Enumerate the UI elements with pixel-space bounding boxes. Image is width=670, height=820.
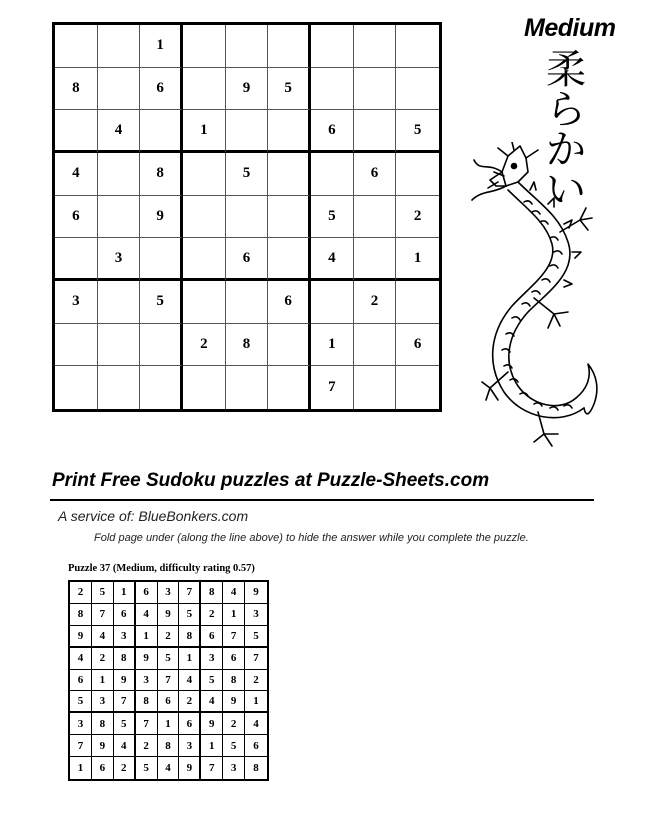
answer-cell: 6: [70, 670, 92, 692]
sudoku-cell: 4: [311, 238, 354, 281]
answer-cell: 3: [70, 713, 92, 735]
sudoku-cell: 3: [98, 238, 141, 281]
sudoku-cell: [226, 110, 269, 153]
answer-cell: 9: [70, 626, 92, 648]
sudoku-cell: 1: [183, 110, 226, 153]
answer-cell: 7: [158, 670, 180, 692]
fold-line: [50, 499, 594, 501]
dragon-illustration: [468, 142, 608, 462]
answer-cell: 7: [245, 648, 267, 670]
kanji-char: ら: [546, 87, 586, 133]
sudoku-cell: [268, 366, 311, 409]
sudoku-cell: [311, 25, 354, 68]
sudoku-cell: 6: [55, 196, 98, 239]
sudoku-cell: [354, 366, 397, 409]
answer-cell: 2: [179, 691, 201, 713]
answer-title: Puzzle 37 (Medium, difficulty rating 0.57): [68, 563, 255, 574]
answer-cell: 2: [114, 757, 136, 779]
answer-cell: 5: [201, 670, 223, 692]
answer-cell: 6: [179, 713, 201, 735]
sudoku-cell: 6: [226, 238, 269, 281]
sudoku-cell: [311, 153, 354, 196]
answer-cell: 9: [114, 670, 136, 692]
sudoku-cell: [55, 110, 98, 153]
sudoku-cell: [396, 281, 439, 324]
sudoku-cell: [183, 366, 226, 409]
answer-cell: 8: [179, 626, 201, 648]
sudoku-cell: [268, 110, 311, 153]
answer-cell: 3: [92, 691, 114, 713]
sudoku-cell: [55, 25, 98, 68]
answer-cell: 6: [223, 648, 245, 670]
answer-cell: 5: [245, 626, 267, 648]
answer-cell: 9: [136, 648, 158, 670]
answer-cell: 5: [136, 757, 158, 779]
answer-cell: 4: [245, 713, 267, 735]
answer-cell: 6: [136, 582, 158, 604]
sudoku-cell: [396, 25, 439, 68]
answer-cell: 7: [136, 713, 158, 735]
answer-cell: 4: [92, 626, 114, 648]
sudoku-cell: [311, 68, 354, 111]
sudoku-cell: [354, 25, 397, 68]
answer-cell: 9: [92, 735, 114, 757]
answer-grid: [68, 580, 269, 781]
answer-cell: 7: [223, 626, 245, 648]
sudoku-puzzle-grid: [52, 22, 442, 412]
sudoku-cell: [183, 153, 226, 196]
answer-cell: 2: [223, 713, 245, 735]
sudoku-cell: [268, 324, 311, 367]
sudoku-cell: [98, 324, 141, 367]
answer-cell: 1: [158, 713, 180, 735]
sudoku-cell: [183, 68, 226, 111]
sudoku-cell: [140, 110, 183, 153]
sudoku-cell: [98, 366, 141, 409]
sudoku-cell: [268, 196, 311, 239]
sudoku-cell: [354, 110, 397, 153]
answer-cell: 9: [179, 757, 201, 779]
answer-cell: 6: [158, 691, 180, 713]
sudoku-cell: [268, 238, 311, 281]
difficulty-label: Medium: [524, 14, 616, 42]
answer-cell: 2: [245, 670, 267, 692]
sudoku-cell: [55, 366, 98, 409]
sudoku-cell: 8: [55, 68, 98, 111]
answer-cell: 6: [114, 604, 136, 626]
sudoku-cell: 2: [354, 281, 397, 324]
answer-cell: 7: [70, 735, 92, 757]
sudoku-cell: 4: [55, 153, 98, 196]
answer-cell: 4: [114, 735, 136, 757]
sudoku-cell: [98, 68, 141, 111]
answer-cell: 6: [245, 735, 267, 757]
answer-cell: 3: [179, 735, 201, 757]
answer-cell: 3: [223, 757, 245, 779]
answer-cell: 6: [201, 626, 223, 648]
sudoku-cell: [55, 324, 98, 367]
answer-cell: 1: [136, 626, 158, 648]
answer-cell: 7: [179, 582, 201, 604]
sudoku-cell: 6: [311, 110, 354, 153]
kanji-char: 柔: [546, 47, 586, 93]
sudoku-cell: 1: [140, 25, 183, 68]
sudoku-cell: [183, 25, 226, 68]
sudoku-cell: [396, 68, 439, 111]
answer-cell: 5: [114, 713, 136, 735]
answer-cell: 1: [245, 691, 267, 713]
sudoku-cell: [140, 238, 183, 281]
sudoku-cell: [268, 153, 311, 196]
answer-cell: 5: [92, 582, 114, 604]
answer-cell: 8: [158, 735, 180, 757]
answer-cell: 5: [70, 691, 92, 713]
sudoku-cell: [98, 281, 141, 324]
answer-cell: 8: [70, 604, 92, 626]
answer-cell: 2: [136, 735, 158, 757]
sudoku-cell: 7: [311, 366, 354, 409]
sudoku-cell: [183, 281, 226, 324]
service-credit: A service of: BlueBonkers.com: [58, 508, 249, 524]
answer-cell: 9: [223, 691, 245, 713]
sudoku-cell: [226, 366, 269, 409]
sudoku-cell: 5: [311, 196, 354, 239]
answer-cell: 8: [114, 648, 136, 670]
sudoku-cell: 3: [55, 281, 98, 324]
answer-cell: 8: [201, 582, 223, 604]
sudoku-cell: 8: [140, 153, 183, 196]
answer-cell: 1: [201, 735, 223, 757]
answer-cell: 6: [92, 757, 114, 779]
answer-cell: 1: [92, 670, 114, 692]
sudoku-cell: 6: [396, 324, 439, 367]
sudoku-cell: 2: [183, 324, 226, 367]
sudoku-cell: [354, 324, 397, 367]
sudoku-cell: [140, 366, 183, 409]
answer-cell: 5: [179, 604, 201, 626]
answer-cell: 7: [201, 757, 223, 779]
answer-cell: 1: [114, 582, 136, 604]
sudoku-cell: [396, 153, 439, 196]
sudoku-cell: [226, 281, 269, 324]
sudoku-cell: 6: [354, 153, 397, 196]
sudoku-cell: 8: [226, 324, 269, 367]
answer-cell: 3: [136, 670, 158, 692]
sudoku-cell: [268, 25, 311, 68]
sudoku-cell: [98, 196, 141, 239]
sudoku-cell: 5: [268, 68, 311, 111]
answer-cell: 9: [158, 604, 180, 626]
sudoku-cell: [396, 366, 439, 409]
answer-cell: 1: [70, 757, 92, 779]
answer-cell: 8: [253, 762, 259, 775]
answer-cell: 9: [201, 713, 223, 735]
answer-cell: 2: [70, 582, 92, 604]
sudoku-cell: 5: [226, 153, 269, 196]
answer-cell: 3: [114, 626, 136, 648]
sudoku-cell: 9: [226, 68, 269, 111]
sudoku-cell: 4: [98, 110, 141, 153]
sudoku-cell: [140, 324, 183, 367]
answer-cell: 8: [223, 670, 245, 692]
answer-cell: 2: [201, 604, 223, 626]
sudoku-cell: 1: [396, 238, 439, 281]
sudoku-cell: 5: [396, 110, 439, 153]
answer-cell: 4: [136, 604, 158, 626]
answer-cell: 1: [179, 648, 201, 670]
sudoku-cell: [354, 196, 397, 239]
answer-cell: 8: [92, 713, 114, 735]
promo-text: Print Free Sudoku puzzles at Puzzle-Sheets.com: [52, 470, 490, 491]
sudoku-cell: 5: [140, 281, 183, 324]
answer-cell: 4: [179, 670, 201, 692]
answer-cell: 4: [223, 582, 245, 604]
sudoku-cell: [183, 196, 226, 239]
sudoku-cell: 6: [140, 68, 183, 111]
sudoku-cell: [226, 25, 269, 68]
answer-cell: 3: [245, 604, 267, 626]
answer-cell: 3: [201, 648, 223, 670]
answer-cell: 1: [223, 604, 245, 626]
answer-cell: 5: [158, 648, 180, 670]
sudoku-cell: [98, 25, 141, 68]
sudoku-cell: [226, 196, 269, 239]
answer-cell: 2: [92, 648, 114, 670]
sudoku-cell: [55, 238, 98, 281]
sudoku-cell: 1: [311, 324, 354, 367]
sudoku-cell: [354, 68, 397, 111]
answer-cell: 4: [201, 691, 223, 713]
sudoku-cell: 2: [396, 196, 439, 239]
answer-cell: 4: [158, 757, 180, 779]
answer-cell: 4: [70, 648, 92, 670]
sudoku-cell: 9: [140, 196, 183, 239]
answer-cell: 8: [136, 691, 158, 713]
fold-instruction: Fold page under (along the line above) to hide the answer while you complete the puzzle.: [94, 532, 529, 544]
sudoku-cell: [98, 153, 141, 196]
answer-cell: 7: [92, 604, 114, 626]
sudoku-cell: [354, 238, 397, 281]
sudoku-cell: [183, 238, 226, 281]
answer-cell: 9: [245, 582, 267, 604]
kanji-char: い: [546, 167, 586, 213]
answer-cell: 2: [158, 626, 180, 648]
answer-cell: 7: [114, 691, 136, 713]
answer-cell: 3: [158, 582, 180, 604]
answer-cell: 5: [223, 735, 245, 757]
sudoku-cell: 6: [268, 281, 311, 324]
kanji-char: か: [546, 127, 586, 173]
sudoku-cell: [311, 281, 354, 324]
